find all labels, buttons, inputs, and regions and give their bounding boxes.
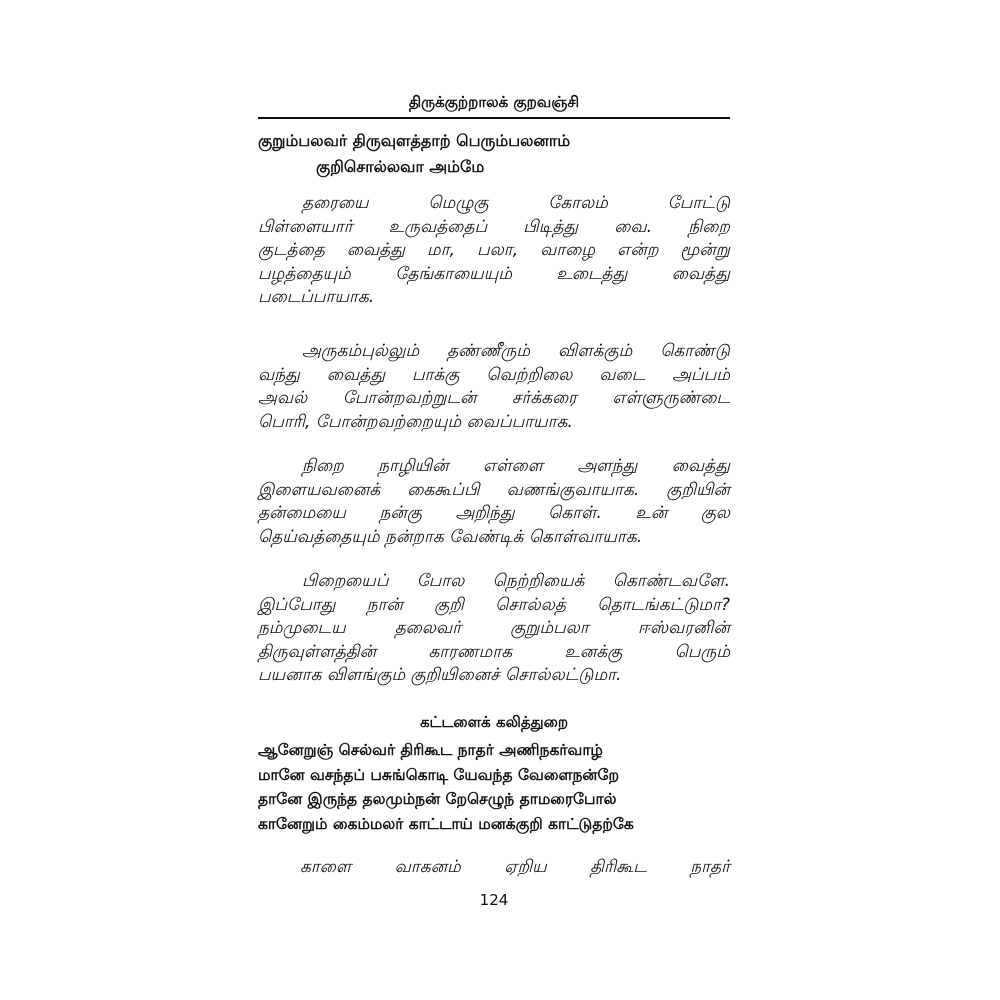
paragraph-line: தன்மையை நன்கு அறிந்து கொள். உன் குல xyxy=(258,503,730,523)
paragraph-4 xyxy=(258,570,730,688)
paragraph-line: குடத்தை வைத்து மா, பலா, வாழை என்ற மூன்று xyxy=(258,240,730,260)
page-number: 124 xyxy=(479,891,509,909)
paragraph-line: இப்போது நான் குறி சொல்லத் தொடங்கட்டுமா? xyxy=(258,594,730,615)
paragraph-line: அவல் போன்றவற்றுடன் சர்க்கரை எள்ளுருண்டை xyxy=(258,388,730,408)
paragraph-line: தரையை மெழுகு கோலம் போட்டு xyxy=(302,193,730,213)
paragraph-line: இளையவனைக் கைகூப்பி வணங்குவாயாக. குறியின் xyxy=(258,479,730,500)
paragraph-line: படைப்பாயாக. xyxy=(258,287,375,307)
paragraph-line: பயனாக விளங்கும் குறியினைச் சொல்லட்டுமா. xyxy=(258,665,622,685)
section-heading xyxy=(258,128,730,180)
verse-title: கட்டளைக் கலித்துறை xyxy=(419,713,569,731)
paragraph-line: வந்து வைத்து பாக்கு வெற்றிலை வடை அப்பம் xyxy=(258,364,730,385)
paragraph-line: நம்முடைய தலைவர் குறும்பலா ஈஸ்வரனின் xyxy=(258,618,730,638)
trailing-line: காளை வாகனம் ஏறிய திரிகூட நாதர் xyxy=(300,857,730,877)
paragraph-line: பழத்தையும் தேங்காயையும் உடைத்து வைத்து xyxy=(258,263,730,284)
paragraph-line: திருவுள்ளத்தின் காரணமாக உனக்கு பெரும் xyxy=(258,641,730,662)
heading-line-2: குறிசொல்லவா அம்மே xyxy=(316,157,485,176)
running-head: திருக்குற்றாலக் குறவஞ்சி xyxy=(408,93,580,111)
heading-line-1: குறும்பலவர் திருவுளத்தாற் பெரும்பலனாம் xyxy=(258,131,571,150)
verse-line: ஆனேறுஞ் செல்வர் திரிகூட நாதர் அணிநகர்வாழ் xyxy=(258,741,603,759)
paragraph-line: பிள்ளையார் உருவத்தைப் பிடித்து வை. நிறை xyxy=(258,216,730,237)
paragraph-1 xyxy=(258,192,730,310)
verse-line: கானேறும் கைம்மலர் காட்டாய் மனக்குறி காட்டுதற்கே xyxy=(258,814,634,833)
paragraph-line: தெய்வத்தையும் நன்றாக வேண்டிக் கொள்வாயாக. xyxy=(258,526,643,547)
header-rule xyxy=(258,117,730,119)
paragraph-3 xyxy=(258,455,730,549)
verse-block xyxy=(258,738,730,836)
paragraph-2 xyxy=(258,340,730,434)
verse-line: மானே வசந்தப் பசுங்கொடி யேவந்த வேளைநன்றே xyxy=(258,765,620,784)
verse-line: தானே இருந்த தலமும்நன் றேசெழுந் தாமரைபோல் xyxy=(258,790,617,808)
paragraph-line: அருகம்புல்லும் தண்ணீரும் விளக்கும் கொண்டு xyxy=(302,341,730,361)
paragraph-line: நிறை நாழியின் எள்ளை அளந்து வைத்து xyxy=(302,456,730,476)
paragraph-line: பொரி, போன்றவற்றையும் வைப்பாயாக. xyxy=(258,411,573,432)
paragraph-line: பிறையைப் போல நெற்றியைக் கொண்டவளே. xyxy=(302,571,730,591)
